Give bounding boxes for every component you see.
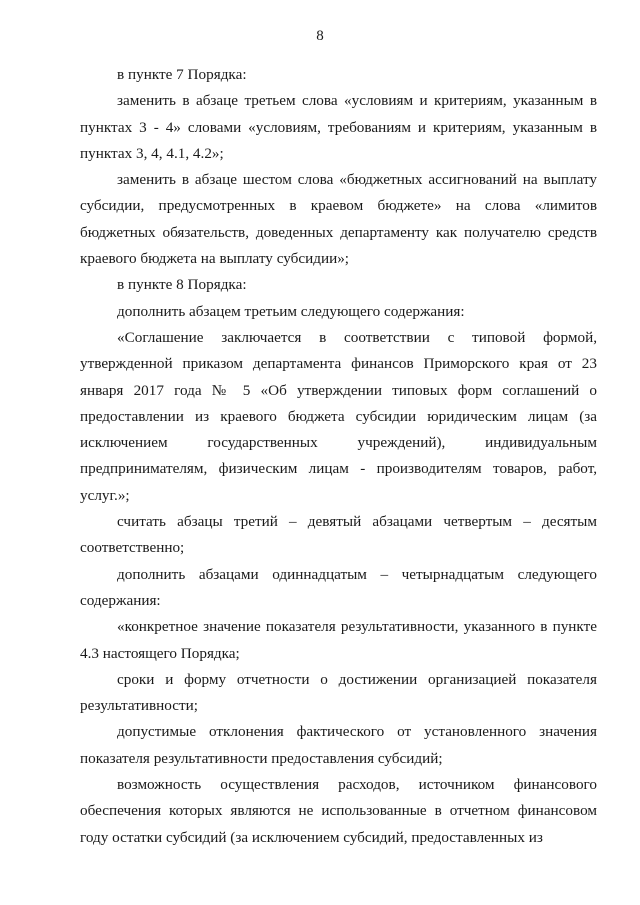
paragraph: допустимые отклонения фактического от установленного значения показателя результативности предоставления субсидий; — [80, 723, 597, 767]
paragraph: дополнить абзацем третьим следующего содержания: — [117, 302, 465, 320]
paragraph: заменить в абзаце шестом слова «бюджетных ассигнований на выплату субсидии, предусмотренных в краевом бюджете» на слова «лимитов бюджетных обязательств, доведенных департаменту как получателю средств краевого бюджета на выплату субсидии»; — [80, 171, 597, 268]
paragraph: заменить в абзаце третьем слова «условиям и критериям, указанным в пунктах 3 - 4» словами «условиям, требованиям и критериям, указанным в пунктах 3, 4, 4.1, 4.2»; — [80, 92, 597, 162]
document-body — [80, 62, 597, 851]
paragraph: возможность осуществления расходов, источником финансового обеспечения которых являются не использованные в отчетном финансовом году остатки субсидий (за исключением субсидий, предоставленных из — [80, 776, 597, 846]
page-number: 8 — [316, 28, 324, 44]
paragraph: «конкретное значение показателя результативности, указанного в пункте 4.3 настоящего Порядка; — [80, 618, 597, 662]
paragraph: в пункте 7 Порядка: — [117, 66, 247, 83]
paragraph: «Соглашение заключается в соответствии с типовой формой, утвержденной приказом департамента финансов Приморского края от 23 января 2017 года № 5 «Об утверждении типовых форм соглашений о предоставлении из краевого бюджета субсидии юридическим лицам (за исключением государственных учреждений), индивидуальным предпринимателям, физическим лицам - производителям товаров, работ, услуг.»; — [80, 328, 597, 504]
paragraph: дополнить абзацами одиннадцатым – четырнадцатым следующего содержания: — [80, 565, 597, 609]
paragraph: сроки и форму отчетности о достижении организацией показателя результативности; — [80, 670, 597, 715]
paragraph: считать абзацы третий – девятый абзацами четвертым – десятым соответственно; — [80, 513, 597, 557]
paragraph: в пункте 8 Порядка: — [117, 276, 247, 294]
